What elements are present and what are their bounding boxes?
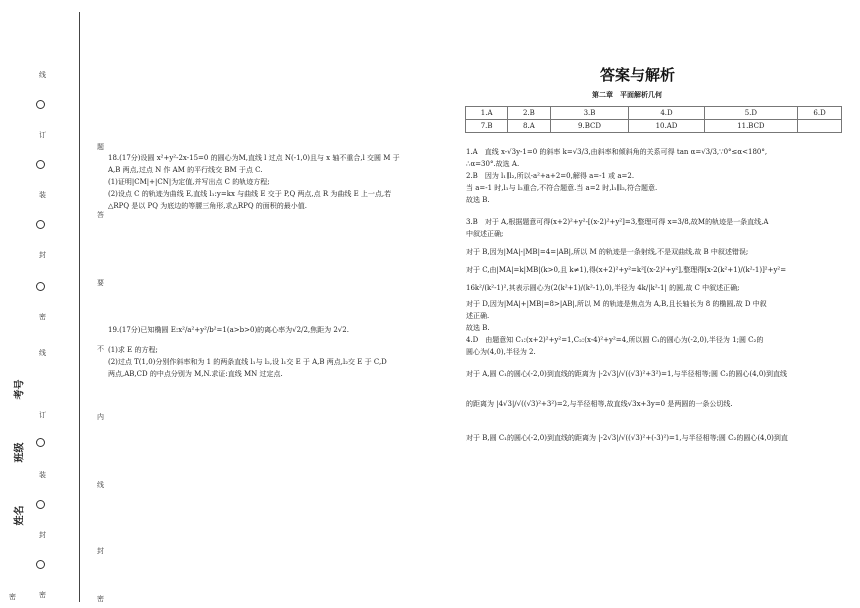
- answer-table: [465, 106, 842, 133]
- solution-line: ∴α=30°.故选 A.: [466, 160, 520, 168]
- binding-char: 订: [39, 411, 46, 419]
- answer-cell: 10.AD: [629, 120, 704, 133]
- question-18-part-2: △RPQ 是以 PQ 为底边的等腰三角形,求△RPQ 的面积的最小值.: [108, 202, 308, 210]
- binding-char: 内: [97, 413, 104, 421]
- solution-line: 对于 B,圆 C₁的圆心(-2,0)到直线的距离为 |-2√3|/√((√3)²+(-3)²)=1,与半径相等;圆 C₂的圆心(4,0)到直: [466, 434, 788, 442]
- answer-cell: 1.A: [466, 107, 508, 120]
- exam-number-label: 考号: [14, 379, 26, 400]
- binding-char: 题: [97, 143, 104, 151]
- question-18-stem: 18.(17分)设圆 x²+y²-2x-15=0 的圆心为M,直线 l 过点 N(-1,0)且与 x 轴不重合,l 交圆 M 于: [108, 154, 400, 162]
- binding-hole: [36, 560, 45, 569]
- answer-cell: 9.BCD: [550, 120, 629, 133]
- binding-char: 装: [39, 471, 46, 479]
- binding-char: 封: [39, 251, 46, 259]
- answer-cell: 6.D: [798, 107, 842, 120]
- answer-cell: 7.B: [466, 120, 508, 133]
- binding-line: [79, 12, 80, 602]
- chapter-subtitle: 第二章 平面解析几何: [592, 91, 662, 99]
- solution-line: 故选 B.: [466, 324, 490, 332]
- question-19-part-1: (1)求 E 的方程;: [108, 346, 158, 354]
- question-19-stem: 19.(17分)已知椭圆 E:x²/a²+y²/b²=1(a>b>0)的离心率为√2/2,焦距为 2√2.: [108, 326, 349, 334]
- binding-char: 封: [39, 531, 46, 539]
- binding-char: 线: [97, 481, 104, 489]
- binding-margin: [0, 0, 80, 608]
- binding-char: 密: [9, 593, 16, 601]
- answer-cell: 2.B: [508, 107, 550, 120]
- solution-line: 的距离为 |4√3|/√((√3)²+3²)=2,与半径相等,故直线√3x+3y=0 是两圆的一条公切线.: [466, 400, 733, 408]
- binding-char: 答: [97, 211, 104, 219]
- binding-char: 密: [97, 595, 104, 603]
- answer-cell: 8.A: [508, 120, 550, 133]
- question-18-stem: A,B 两点,过点 N 作 AM 的平行线交 BM 于点 C.: [108, 166, 263, 174]
- solution-line: 述正确.: [466, 312, 490, 320]
- question-18: [108, 152, 456, 212]
- solution-line: 对于 D,因为|MA|+|MB|=8>|AB|,所以 M 的轨迹是焦点为 A,B,且长轴长为 8 的椭圆,故 D 中叙: [466, 300, 767, 308]
- binding-hole: [36, 100, 45, 109]
- question-19-part-2: (2)过点 T(1,0)分别作斜率和为 1 的两条直线 l₁与 l₂,设 l₁交 E 于 A,B 两点,l₂交 E 于 C,D: [108, 358, 387, 366]
- binding-hole: [36, 160, 45, 169]
- solution-line: 对于 C,由|MA|=k|MB|(k>0,且 k≠1),得(x+2)²+y²=k²[(x-2)²+y²],整理得[x-2(k²+1)/(k²-1)]²+y²=: [466, 266, 787, 274]
- solution-line: 16k²/(k²-1)²,其表示圆心为(2(k²+1)/(k²-1),0),半径为 4k/|k²-1| 的圆,故 C 中叙述正确;: [466, 284, 740, 292]
- solution-line: 当 a=-1 时,l₁与 l₂重合,不符合题意.当 a=2 时,l₁∥l₂,符合题意.: [466, 184, 658, 192]
- binding-char: 不: [97, 345, 104, 353]
- binding-char: 装: [39, 191, 46, 199]
- solution-line: 3.B 对于 A,根据题意可得(x+2)²+y²-[(x-2)²+y²]=3,整理可得 x=3/8,故M的轨迹是一条直线,A: [466, 218, 769, 226]
- question-19: [108, 324, 456, 380]
- binding-char: 封: [97, 547, 104, 555]
- binding-hole: [36, 282, 45, 291]
- name-label: 姓名: [14, 505, 26, 526]
- answer-cell: 5.D: [704, 107, 798, 120]
- binding-char: 密: [39, 313, 46, 321]
- solution-line: 故选 B.: [466, 196, 490, 204]
- binding-char: 线: [39, 349, 46, 357]
- answer-cell: [798, 120, 842, 133]
- table-row: [466, 120, 842, 133]
- solution-line: 2.B 因为 l₁∥l₂,所以-a²+a+2=0,解得 a=-1 或 a=2.: [466, 172, 635, 180]
- solution-line: 1.A 直线 x-√3y-1=0 的斜率 k=√3/3,由斜率和倾斜角的关系可得 tan α=√3/3,∵0°≤α<180°,: [466, 148, 768, 156]
- question-18-part-1: (1)证明|CM|+|CN|为定值,并写出点 C 的轨迹方程;: [108, 178, 270, 186]
- solutions: [466, 146, 846, 444]
- binding-char: 线: [39, 71, 46, 79]
- binding-char: 订: [39, 131, 46, 139]
- solution-line: 对于 B,因为|MA|-|MB|=4=|AB|,所以 M 的轨迹是一条射线,不是双曲线,故 B 中叙述错误;: [466, 248, 749, 256]
- binding-hole: [36, 220, 45, 229]
- answer-cell: 11.BCD: [704, 120, 798, 133]
- solution-line: 4.D 由题意知 C₁:(x+2)²+y²=1,C₂:(x-4)²+y²=4,所以圆 C₁的圆心为(-2,0),半径为 1;圆 C₂的: [466, 336, 764, 344]
- solution-line: 圆心为(4,0),半径为 2.: [466, 348, 536, 356]
- binding-char: 要: [97, 279, 104, 287]
- binding-char: 密: [39, 591, 46, 599]
- binding-hole: [36, 500, 45, 509]
- answer-cell: 4.D: [629, 107, 704, 120]
- table-row: [466, 107, 842, 120]
- binding-hole: [36, 438, 45, 447]
- answer-cell: 3.B: [550, 107, 629, 120]
- class-label: 班级: [14, 442, 26, 463]
- solution-line: 对于 A,圆 C₁的圆心(-2,0)到直线的距离为 |-2√3|/√((√3)²+3²)=1,与半径相等;圆 C₂的圆心(4,0)到直线: [466, 370, 787, 378]
- question-18-part-2: (2)设点 C 的轨迹为曲线 E,直线 l₁:y=kx 与曲线 E 交于 P,Q 两点,点 R 为曲线 E 上一点,若: [108, 190, 392, 198]
- question-19-part-2: 两点,AB,CD 的中点分别为 M,N.求证:直线 MN 过定点.: [108, 370, 283, 378]
- solution-line: 中叙述正确;: [466, 230, 504, 238]
- page-title: 答案与解析: [600, 66, 676, 84]
